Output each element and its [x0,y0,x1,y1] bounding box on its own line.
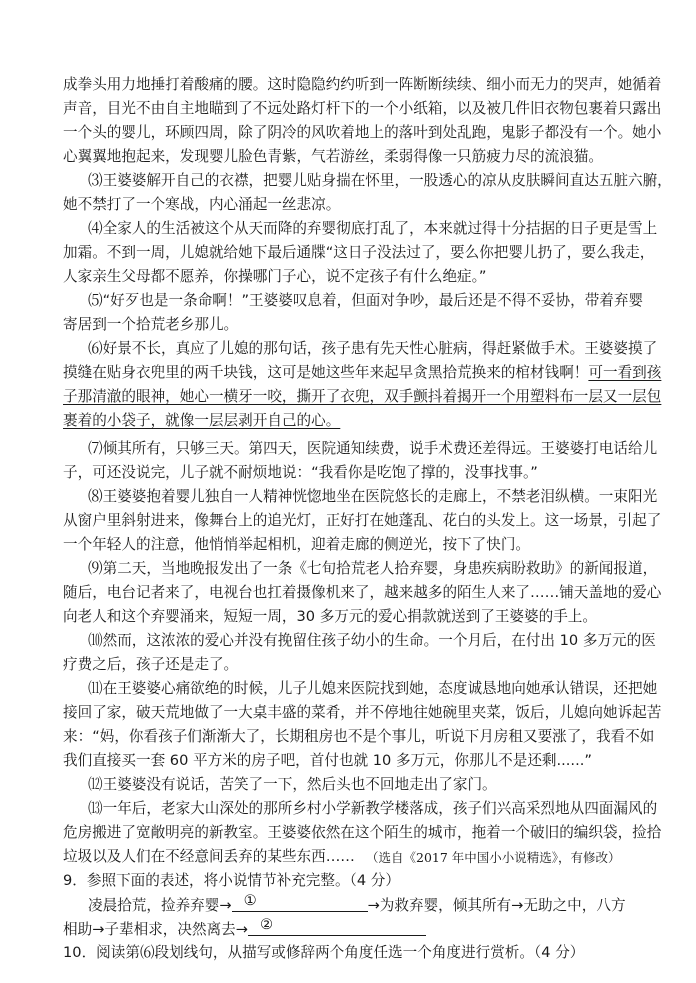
answer-blank-1[interactable] [232,893,368,912]
text-segment: 摸缝在贴身衣兜里的两千块钱，这可是她这些年来起早贪黑拾荒换来的棺材钱啊！ [63,364,589,381]
flow-step: 相助→子辈相求，决然离去→ [63,921,248,938]
paragraph-3: ⑶王婆婆解开自己的衣襟，把婴儿贴身揣在怀里，一股透心的凉从皮肤瞬间直达五脏六腑， [88,172,672,189]
text-line: 她不禁打了一个寒战，内心涌起一丝悲凉。 [63,196,341,213]
paragraph-12: ⑿王婆婆没有说话，苦笑了一下，然后头也不回地走出了家门。 [88,776,497,793]
paragraph-4: ⑷全家人的生活被这个从天而降的弃婴彻底打乱了，本来就过得十分拮据的日子更是雪上 [88,220,658,237]
text-line [63,409,696,433]
text-line: 疗费之后，孩子还是走了。 [63,656,239,673]
text-line: 我们直接买一套 60 平方米的房子吧，首付也就 10 多万元，你那儿不是还剩......” [63,752,592,769]
text-line: 一个年轻人的注意，他悄悄举起相机，迎着走廊的侧逆光，按下了快门。 [63,536,531,553]
question-10: 10．阅读第⑹段划线句，从描写或修辞两个角度任选一个角度进行赏析。（4 分） [63,944,585,961]
text-line: 心翼翼地抱起来，发现婴儿脸色青紫，气若游丝，柔弱得像一只筋疲力尽的流浪猫。 [63,148,603,165]
paragraph-6: ⑹好景不长，真应了儿媳的那句话，孩子患有先天性心脏病，得赶紧做手术。王婆婆摸了 [88,340,658,357]
paragraph-7: ⑺倾其所有，只够三天。第四天，医院通知续费，说手术费还差得远。王婆婆打电话给儿 [88,440,658,457]
text-line: 成拳头用力地捶打着酸痛的腰。这时隐隐约约听到一阵断断续续、细小而无力的哭声，她循着 [63,76,662,93]
text-line: 加霜。不到一周，儿媳就给她下最后通牒“这日子没法过了，要么你把婴儿扔了，要么我走， [63,244,655,261]
underlined-sentence: 子那清澈的眼神，她心一横牙一咬，撕开了衣兜，双手颤抖着揭开一个用塑料布一层又一层包 [63,388,662,405]
text-line: 垃圾以及人们在不经意间丢弃的某些东西…… [63,848,355,865]
paragraph-5: ⑸“好歹也是一条命啊！”王婆婆叹息着，但面对争吵，最后还是不得不妥协，带着弃婴 [88,292,644,309]
flow-step: 凌晨拾荒，捡养弃婴→ [88,897,232,914]
blank-number: ① [243,893,257,909]
text-line: 声音，目光不由自主地瞄到了不远处路灯杆下的一个小纸箱，以及被几件旧衣物包裹着只露出 [63,100,662,117]
answer-blank-2[interactable] [248,917,426,936]
text-line: 危房搬进了宽敞明亮的新教室。王婆婆依然在这个陌生的城市，拖着一个破旧的编织袋，捡拾 [63,824,662,841]
underlined-sentence: 可一看到孩 [588,364,662,381]
underlined-sentence: 裹着的小袋子，就像一层层剥开自己的心。 [63,412,341,429]
text-line: 随后，电台记者来了，电视台也扛着摄像机来了，越来越多的陌生人来了……铺天盖地的爱心 [63,584,662,601]
paragraph-11: ⑾在王婆婆心痛欲绝的时候，儿子儿媳来医院找到她，态度诚恳地向她承认错误，还把她 [88,680,658,697]
paragraph-9: ⑼第二天，当地晚报发出了一条《七旬拾荒老人拾弃婴，身患疾病盼救助》的新闻报道， [88,560,658,577]
text-line: 子，可还没说完，儿子就不耐烦地说：“我看你是吃饱了撑的，没事找事。” [63,464,538,481]
text-line: 接回了家，破天荒地做了一大桌丰盛的菜肴，并不停地往她碗里夹菜，饭后，儿媳向她诉起苦 [63,704,662,721]
flow-step: →为救弃婴，倾其所有→无助之中，八方 [367,897,626,914]
paragraph-10: ⑽然而，这浓浓的爱心并没有挽留住孩子幼小的生命。一个月后，在付出 10 多万元的医 [88,632,656,649]
paragraph-13: ⒀一年后，老家大山深处的那所乡村小学新教学楼落成，孩子们兴高采烈地从四面漏风的 [88,800,658,817]
question-9-flow [63,917,696,941]
text-line: 一个头的婴儿，环顾四周，除了阴冷的风吹着地上的落叶到处乱跑，鬼影子都没有一个。她小 [63,124,662,141]
blank-number: ② [260,917,274,933]
question-9-flow [88,893,696,917]
text-line: 寄居到一个拾荒老乡那儿。 [63,316,239,333]
text-line: 从窗户里斜射进来，像舞台上的追光灯，正好打在她蓬乱、花白的头发上。这一场景，引起了 [63,512,662,529]
text-line: 向老人和这个弃婴涌来，短短一周，30 多万元的爱心捐款就送到了王婆婆的手上。 [63,608,597,625]
question-9: 9．参照下面的表述，将小说情节补充完整。（4 分） [63,872,400,889]
source-note: （选自《2017 年中国小小说精选》，有修改） [366,850,621,865]
text-line [63,361,696,385]
paragraph-8: ⑻王婆婆抱着婴儿独自一人精神恍惚地坐在医院悠长的走廊上，不禁老泪纵横。一束阳光 [88,488,658,505]
text-line: 来：“妈，你看孩子们渐渐大了，长期租房也不是个事儿，听说下月房租又要涨了，我看不如 [63,728,655,745]
text-line: 人家亲生父母都不愿养，你操哪门子心，说不定孩子有什么绝症。” [63,268,487,285]
